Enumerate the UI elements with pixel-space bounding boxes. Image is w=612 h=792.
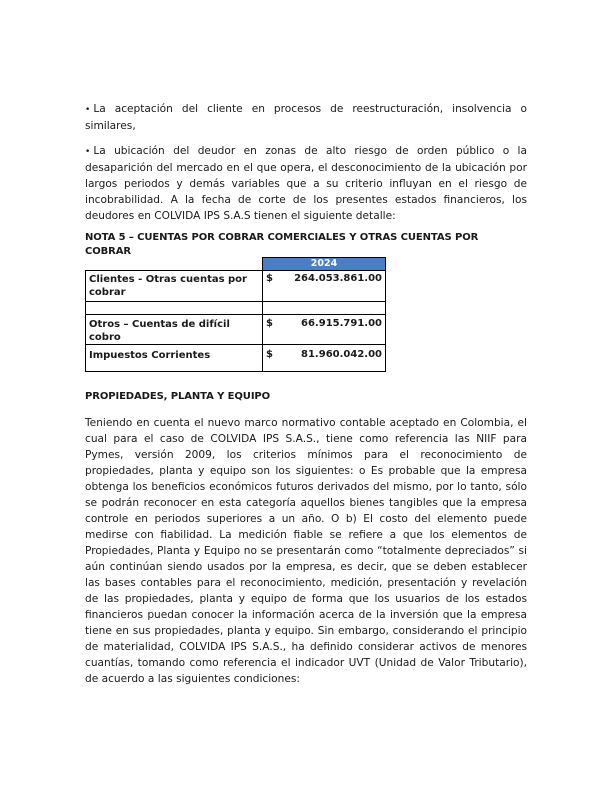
row-currency: $ bbox=[263, 315, 284, 345]
bullet-text: La ubicación del deudor en zonas de alto riesgo de orden público o la desaparición del mercado en el que opera, el desconocimiento de la ubicación por largos periodos y demás variables que a su criterio influyan en el riesgo de incobrabilidad. A la fecha de corte de los presentes estados financieros, los deudores en COLVIDA IPS S.A.S tienen el siguiente detalle: bbox=[85, 145, 527, 222]
ppe-heading: PROPIEDADES, PLANTA Y EQUIPO bbox=[85, 391, 271, 402]
ppe-body: Teniendo en cuenta el nuevo marco normativo contable aceptado en Colombia, el cual para el caso de COLVIDA IPS S.A.S., tiene como referencia las NIIF para Pymes, versión 2009, los criterios mínimos para el reconocimiento de propiedades, planta y equipo son los siguientes: o Es probable que la empresa obtenga los beneficios económicos futuros derivados del mismo, por lo tanto, sólo se podrán reconocer en esta categoría aquellos bienes tangibles que la empresa controle en periodos superiores a un año. O b) El costo del elemento puede medirse con fiabilidad. La medición fiable se refiere a que los elementos de Propiedades, Planta y Equipo no se presentarán como “totalmente depreciados” si aún continúan siendo usados por la empresa, es decir, que se deben establecer las bases contables para el reconocimiento, medición, presentación y revelación de las propiedades, planta y equipo de forma que los usuarios de los estados financieros puedan conocer la información acerca de la inversión que la empresa tiene en sus propiedades, planta y equipo. Sin embargo, considerando el principio de materialidad, COLVIDA IPS S.A.S., ha definido considerar activos de menores cuantías, tomando como referencia el indicador UVT (Unidad de Valor Tributario), de acuerdo a las siguientes condiciones: bbox=[85, 417, 527, 685]
nota5-heading: NOTA 5 – CUENTAS POR COBRAR COMERCIALES Y OTRAS CUENTAS POR COBRAR bbox=[85, 232, 479, 257]
row-amount bbox=[283, 302, 386, 315]
row-label: Impuestos Corrientes bbox=[86, 345, 263, 372]
bullet-paragraph-2 bbox=[85, 143, 527, 224]
receivables-table bbox=[85, 257, 386, 372]
bullet-text: La aceptación del cliente en procesos de reestructuración, insolvencia o similares, bbox=[85, 103, 527, 132]
row-amount: 66.915.791.00 bbox=[283, 315, 386, 345]
row-currency: $ bbox=[263, 345, 284, 372]
bullet-icon: • bbox=[85, 147, 91, 157]
table-row bbox=[86, 345, 386, 372]
row-label: Otros – Cuentas de difícil cobro bbox=[86, 315, 263, 345]
row-currency: $ bbox=[263, 271, 284, 302]
table-row bbox=[86, 315, 386, 345]
table-row bbox=[86, 302, 386, 315]
row-currency bbox=[263, 302, 284, 315]
bullet-paragraph-1 bbox=[85, 101, 527, 134]
table-row bbox=[86, 271, 386, 302]
bullet-icon: • bbox=[85, 105, 91, 115]
row-amount: 81.960.042.00 bbox=[283, 345, 386, 372]
row-label bbox=[86, 302, 263, 315]
year-header: 2024 bbox=[263, 258, 386, 271]
header-spacer bbox=[86, 258, 263, 271]
row-label: Clientes - Otras cuentas por cobrar bbox=[86, 271, 263, 302]
row-amount: 264.053.861.00 bbox=[283, 271, 386, 302]
